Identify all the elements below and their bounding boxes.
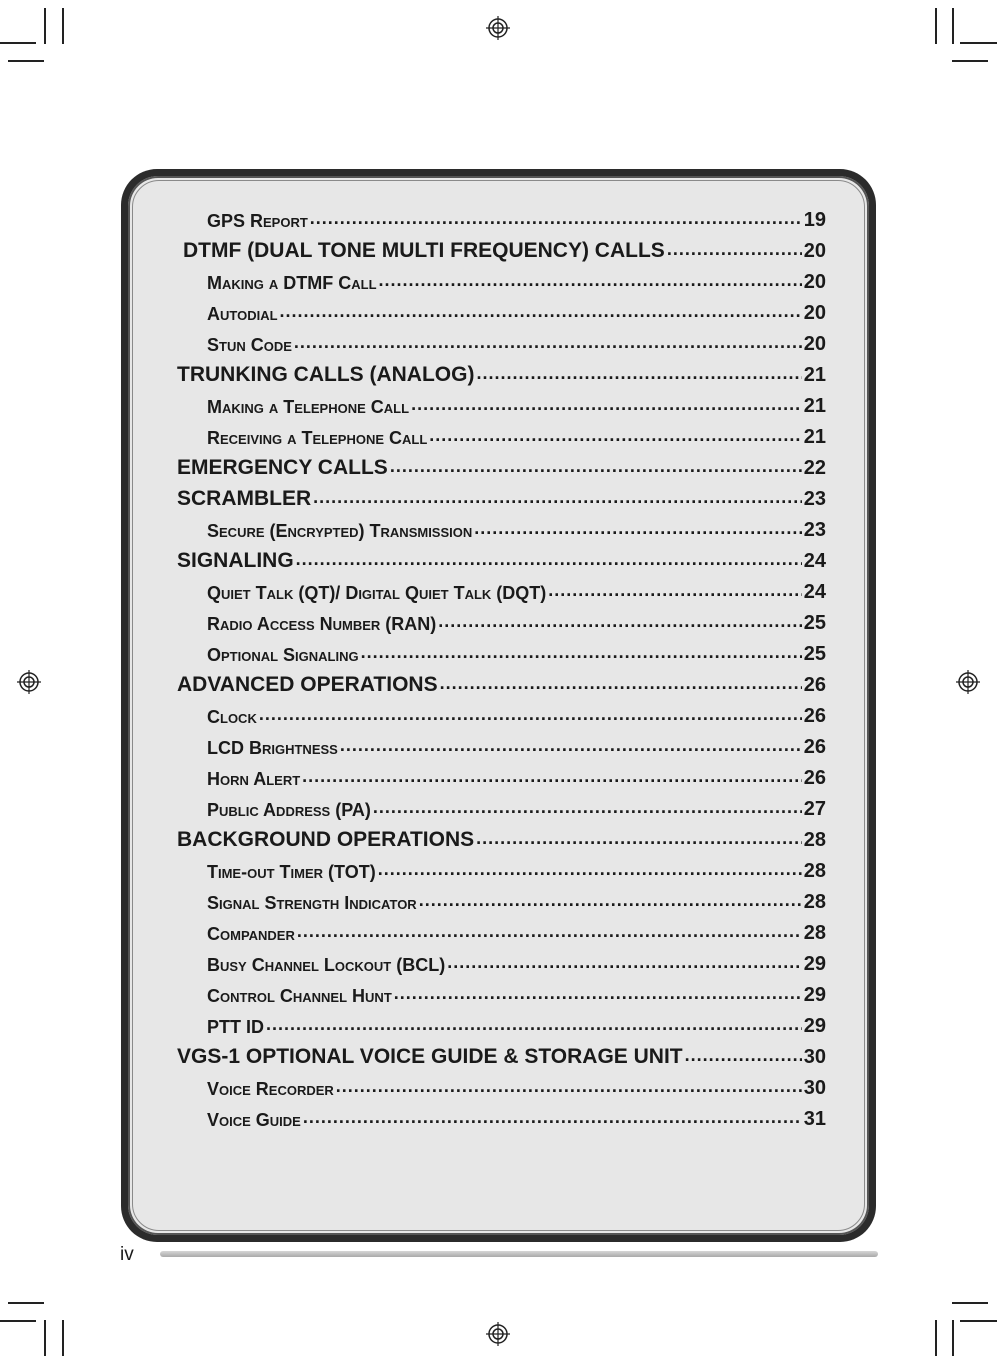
toc-entry-page: 23 bbox=[803, 519, 826, 541]
toc-entry-page: 24 bbox=[803, 581, 826, 603]
leader-dots bbox=[667, 246, 802, 258]
toc-entry-page: 22 bbox=[803, 457, 826, 479]
leader-dots bbox=[411, 401, 802, 413]
toc-entry-page: 29 bbox=[803, 953, 826, 975]
leader-dots bbox=[447, 959, 802, 971]
toc-entry-title: SIGNALING bbox=[177, 549, 294, 572]
toc-entry-page: 25 bbox=[803, 612, 826, 634]
crop-mark bbox=[62, 1320, 64, 1356]
leader-dots bbox=[294, 339, 802, 351]
registration-mark-icon bbox=[956, 670, 980, 694]
toc-entry-title: Receiving a Telephone Call bbox=[207, 428, 428, 448]
toc-entry[interactable] bbox=[177, 481, 826, 509]
crop-mark bbox=[952, 1302, 988, 1304]
leader-dots bbox=[373, 804, 802, 816]
toc-entry[interactable] bbox=[177, 822, 826, 850]
toc-entry-title: ADVANCED OPERATIONS bbox=[177, 673, 438, 696]
leader-dots bbox=[361, 649, 802, 661]
toc-entry-page: 28 bbox=[803, 860, 826, 882]
toc-entry-title: Busy Channel Lockout (BCL) bbox=[207, 955, 446, 975]
toc-entry[interactable] bbox=[207, 884, 826, 912]
toc-entry[interactable] bbox=[207, 1070, 826, 1098]
footer-rule bbox=[160, 1251, 878, 1257]
crop-mark bbox=[0, 42, 36, 44]
toc-entry-title: Quiet Talk (QT)/ Digital Quiet Talk (DQT) bbox=[207, 583, 547, 603]
toc-entry-title: GPS Report bbox=[207, 211, 308, 231]
leader-dots bbox=[474, 525, 801, 537]
toc-entry-title: PTT ID bbox=[207, 1017, 264, 1037]
toc-entry-page: 21 bbox=[803, 395, 826, 417]
page-number: iv bbox=[120, 1244, 134, 1265]
leader-dots bbox=[313, 494, 802, 506]
crop-mark bbox=[960, 1320, 997, 1322]
toc-entry[interactable] bbox=[177, 543, 826, 571]
crop-mark bbox=[935, 1320, 937, 1356]
toc-entry-title: Signal Strength Indicator bbox=[207, 893, 417, 913]
toc-entry-title: Time-out Timer (TOT) bbox=[207, 862, 376, 882]
toc-entry-page: 24 bbox=[803, 550, 826, 572]
crop-mark bbox=[952, 1320, 954, 1356]
crop-mark bbox=[8, 60, 44, 62]
toc-entry[interactable] bbox=[207, 636, 826, 664]
toc-entry-title: Public Address (PA) bbox=[207, 800, 371, 820]
toc-entry-page: 27 bbox=[803, 798, 826, 820]
toc-entry[interactable] bbox=[207, 326, 826, 354]
toc-entry[interactable] bbox=[207, 760, 826, 788]
toc-entry[interactable] bbox=[207, 1101, 826, 1129]
toc-entry[interactable] bbox=[183, 233, 826, 261]
toc-entry-page: 29 bbox=[803, 1015, 826, 1037]
toc-entry[interactable] bbox=[207, 853, 826, 881]
toc-entry-title: Making a DTMF Call bbox=[207, 273, 377, 293]
crop-mark bbox=[952, 8, 954, 44]
toc-entry[interactable] bbox=[207, 1008, 826, 1036]
leader-dots bbox=[548, 587, 801, 599]
leader-dots bbox=[429, 432, 801, 444]
leader-dots bbox=[419, 897, 802, 909]
registration-mark-icon bbox=[486, 1322, 510, 1346]
leader-dots bbox=[440, 680, 802, 692]
crop-mark bbox=[0, 1320, 36, 1322]
toc-entry-page: 19 bbox=[803, 209, 826, 231]
toc-entry-title: Making a Telephone Call bbox=[207, 397, 410, 417]
toc-entry-page: 26 bbox=[803, 674, 826, 696]
toc-entry-page: 23 bbox=[803, 488, 826, 510]
toc-entry-title: TRUNKING CALLS (ANALOG) bbox=[177, 363, 475, 386]
toc-entry-title: Control Channel Hunt bbox=[207, 986, 392, 1006]
registration-mark-icon bbox=[486, 16, 510, 40]
leader-dots bbox=[390, 463, 802, 475]
toc-entry-page: 20 bbox=[803, 240, 826, 262]
leader-dots bbox=[438, 618, 801, 630]
toc-entry-page: 25 bbox=[803, 643, 826, 665]
crop-mark bbox=[952, 60, 988, 62]
toc-entry-title: Compander bbox=[207, 924, 295, 944]
leader-dots bbox=[394, 990, 802, 1002]
toc-entry[interactable] bbox=[207, 915, 826, 943]
toc-entry-page: 26 bbox=[803, 736, 826, 758]
toc-entry[interactable] bbox=[207, 388, 826, 416]
toc-entry-title: VGS-1 OPTIONAL VOICE GUIDE & STORAGE UNIT bbox=[177, 1045, 683, 1068]
toc-entry-title: Voice Recorder bbox=[207, 1079, 334, 1099]
toc-entry[interactable] bbox=[207, 419, 826, 447]
toc-entry-title: Stun Code bbox=[207, 335, 292, 355]
toc-entry-page: 30 bbox=[803, 1077, 826, 1099]
leader-dots bbox=[336, 1083, 802, 1095]
toc-entry-page: 21 bbox=[803, 364, 826, 386]
toc-entry[interactable] bbox=[207, 977, 826, 1005]
toc-entry[interactable] bbox=[207, 512, 826, 540]
registration-mark-icon bbox=[17, 670, 41, 694]
leader-dots bbox=[476, 835, 802, 847]
crop-mark bbox=[62, 8, 64, 44]
toc-entry[interactable] bbox=[207, 574, 826, 602]
leader-dots bbox=[476, 370, 801, 382]
leader-dots bbox=[296, 556, 802, 568]
toc-entry-page: 29 bbox=[803, 984, 826, 1006]
toc-entry-title: Radio Access Number (RAN) bbox=[207, 614, 437, 634]
crop-mark bbox=[44, 8, 46, 44]
leader-dots bbox=[302, 773, 802, 785]
toc-entry-title: Horn Alert bbox=[207, 769, 301, 789]
toc-entry-page: 28 bbox=[803, 922, 826, 944]
toc-entry-page: 26 bbox=[803, 705, 826, 727]
toc-entry[interactable] bbox=[177, 357, 826, 385]
leader-dots bbox=[280, 308, 802, 320]
leader-dots bbox=[340, 742, 802, 754]
toc-entry-page: 26 bbox=[803, 767, 826, 789]
toc-entry-title: SCRAMBLER bbox=[177, 487, 312, 510]
leader-dots bbox=[266, 1021, 802, 1033]
toc-entry[interactable] bbox=[177, 450, 826, 478]
toc-entry[interactable] bbox=[207, 295, 826, 323]
crop-mark bbox=[44, 1320, 46, 1356]
toc-entry[interactable] bbox=[207, 202, 826, 230]
toc-entry-title: Optional Signaling bbox=[207, 645, 359, 665]
toc-entry-title: BACKGROUND OPERATIONS bbox=[177, 828, 475, 851]
toc-entry-title: LCD Brightness bbox=[207, 738, 338, 758]
leader-dots bbox=[685, 1052, 802, 1064]
leader-dots bbox=[378, 866, 802, 878]
leader-dots bbox=[259, 711, 802, 723]
leader-dots bbox=[297, 928, 802, 940]
toc-entry[interactable] bbox=[207, 605, 826, 633]
toc-entry[interactable] bbox=[207, 698, 826, 726]
toc-entry-page: 30 bbox=[803, 1046, 826, 1068]
toc-entry-page: 20 bbox=[803, 302, 826, 324]
crop-mark bbox=[8, 1302, 44, 1304]
toc-entry-title: DTMF (DUAL TONE MULTI FREQUENCY) CALLS bbox=[183, 239, 665, 262]
toc-entry-page: 20 bbox=[803, 271, 826, 293]
toc-entry[interactable] bbox=[207, 946, 826, 974]
toc-entry-title: Autodial bbox=[207, 304, 278, 324]
toc-entry-page: 20 bbox=[803, 333, 826, 355]
crop-mark bbox=[960, 42, 997, 44]
leader-dots bbox=[379, 277, 802, 289]
toc-entry[interactable] bbox=[177, 667, 826, 695]
toc-entry-title: EMERGENCY CALLS bbox=[177, 456, 388, 479]
toc-entry-page: 31 bbox=[803, 1108, 826, 1130]
toc-entry-page: 28 bbox=[803, 829, 826, 851]
toc-entry[interactable] bbox=[207, 264, 826, 292]
leader-dots bbox=[310, 215, 802, 227]
toc-entry[interactable] bbox=[207, 729, 826, 757]
toc-entry-title: Clock bbox=[207, 707, 257, 727]
toc-entry-page: 21 bbox=[803, 426, 826, 448]
toc-entry-title: Voice Guide bbox=[207, 1110, 301, 1130]
crop-mark bbox=[935, 8, 937, 44]
leader-dots bbox=[303, 1114, 802, 1126]
toc-entry[interactable] bbox=[177, 1039, 826, 1067]
toc-entry-page: 28 bbox=[803, 891, 826, 913]
toc-entry-title: Secure (Encrypted) Transmission bbox=[207, 521, 473, 541]
toc-entry[interactable] bbox=[207, 791, 826, 819]
